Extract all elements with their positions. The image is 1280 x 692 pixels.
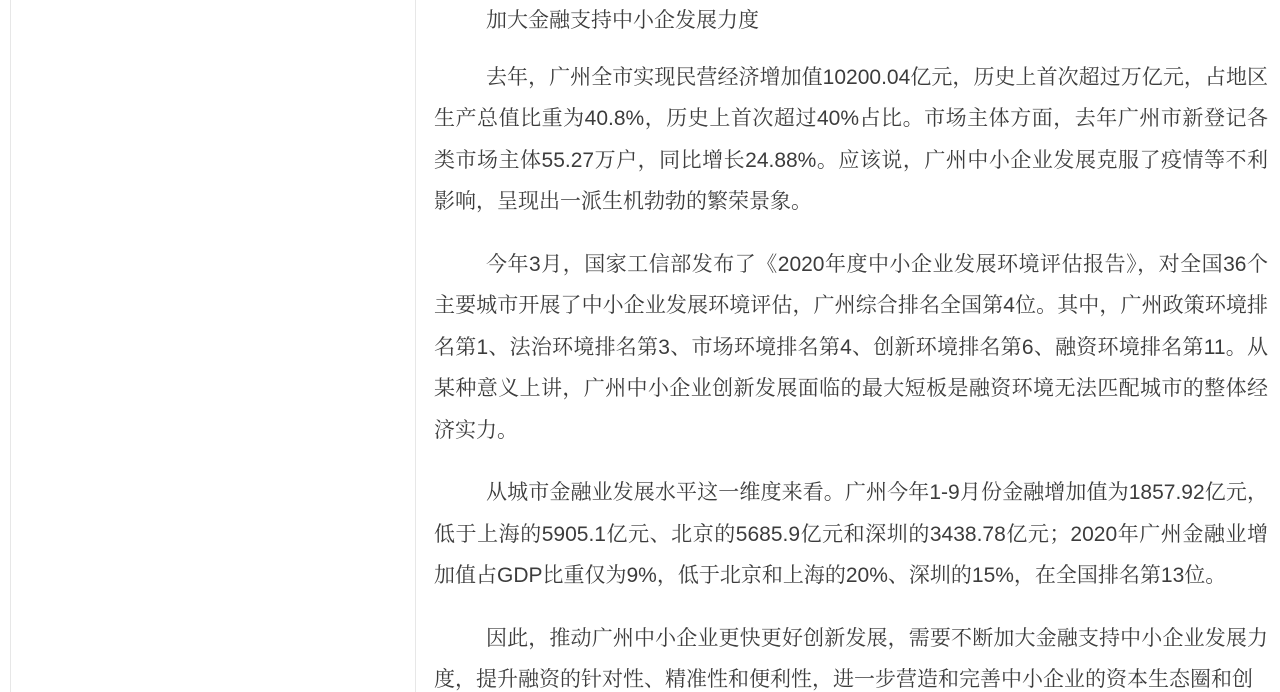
sidebar-pane [10, 0, 416, 692]
document-paragraph: 今年3月，国家工信部发布了《2020年度中小企业发展环境评估报告》，对全国36个主要城市开展了中小企业发展环境评估，广州综合排名全国第4位。其中，广州政策环境排名第1、法治环境排名第3、市场环境排名第4、创新环境排名第6、融资环境排名第11。从某种意义上讲，广州中小企业创新发展面临的最大短板是融资环境无法匹配城市的整体经济实力。 [434, 252, 1268, 442]
document-paragraph: 从城市金融业发展水平这一维度来看。广州今年1-9月份金融增加值为1857.92亿元，低于上海的5905.1亿元、北京的5685.9亿元和深圳的3438.78亿元；2020年广州金融业增加值占GDP比重仅为9%，低于北京和上海的20%、深圳的15%，在全国排名第13位。 [434, 481, 1268, 587]
document-title: 加大金融支持中小企发展力度 [486, 9, 759, 32]
document-page[interactable] [434, 0, 1268, 692]
document-paragraph: 因此，推动广州中小企业更快更好创新发展，需要不断加大金融支持中小企业发展力度，提升融资的针对性、精准性和便利性，进一步营造和完善中小企业的资本生态圈和创 [434, 626, 1268, 691]
document-paragraph: 去年，广州全市实现民营经济增加值10200.04亿元，历史上首次超过万亿元，占地区生产总值比重为40.8%，历史上首次超过40%占比。市场主体方面，去年广州市新登记各类市场主体55.27万户，同比增长24.88%。应该说，广州中小企业发展克服了疫情等不利影响，呈现出一派生机勃勃的繁荣景象。 [434, 65, 1268, 213]
